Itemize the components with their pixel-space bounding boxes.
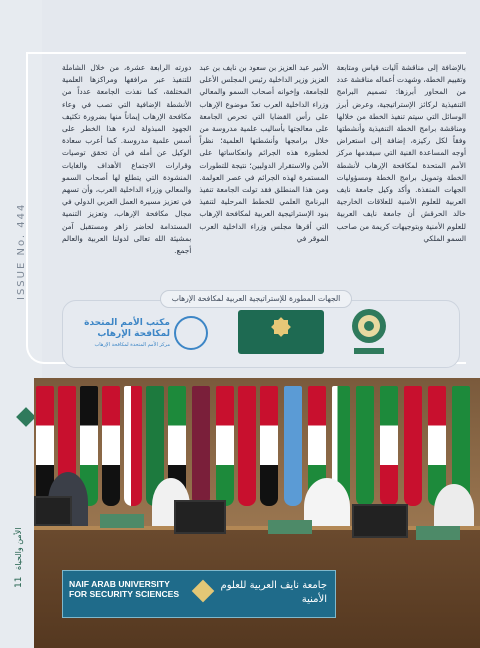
article-paragraph: الأمير عبد العزيز بن سعود بن نايف بن عبد العزيز وزير الداخلية رئيس المجلس الأعلى للجامعة، وإخوانه أصحاب السمو والمعالي وزراء الداخلية العرب تعدّ موضوع الإرهاب على رأس القضايا التي تحرص الجامعة على معالجتها بأساليب علمية مدروسة من خلال برامجها وأنشطتها العلمية؛ نظراً لخطورة هذه الجرائم وانعكاساتها على الأمن والاستقرار الدوليين؛ نتيجة للتطورات المستمرة لهذه الجرائم في عصر العولمة. ومن هذا المنطلق فقد تولت الجامعة تنفيذ البرنامج العلمي للخطط المرحلية لتنفيذ بنود الإستراتيجية العربية لمكافحة الإرهاب التي أقرها مجلس وزراء الداخلية العرب الموقر في	[199, 63, 329, 243]
monitor	[174, 500, 226, 534]
flag-icon	[284, 386, 302, 506]
monitor	[34, 496, 72, 526]
arab-league-logo-icon	[346, 306, 392, 358]
flag-icon	[238, 386, 256, 506]
meeting-photo	[34, 378, 480, 648]
arab-strategy-logo	[238, 310, 324, 354]
flag-icon	[216, 386, 234, 506]
flag-icon	[380, 386, 398, 506]
nameplate	[416, 526, 460, 540]
star-icon	[274, 320, 288, 334]
un-office-name: مكتب الأمم المتحدة لمكافحة الإرهاب	[84, 318, 170, 339]
article-column-right	[337, 62, 466, 280]
banner-arabic-name: جامعة نايف العربية للعلوم الأمنية	[220, 580, 327, 605]
flag-icon	[192, 386, 210, 506]
article-paragraph: دورته الرابعة عشرة، من خلال الشاملة للتنفيذ عبر مرافقها ومراكزها العلمية المختلفة، كما نفذت الجامعة عدداً من الأنشطة الإضافية التي تصب في وعاء مكافحة الإرهاب إيماناً منها بضرورة تكثيف الجهود المبذولة لدرء هذا الخطر على أسس علمية مدروسة. كما أعرب سعادة الوكيل عن أمله في أن تحقق توصيات وقرارات الاجتماع الأهداف والغايات المنشودة التي يتطلع لها أصحاب السمو والمعالي وزراء الداخلية العرب، وأن تسهم في تعزيز مسيرة العمل العربي الدولي في مجال مكافحة الإرهاب، وتعزيز التنمية المستدامة لحاضر زاهر ومستقبل آمن بمشيئة الله تعالى لدولنا العربية والعالم أجمع.	[62, 63, 192, 256]
banner-english-name: NAIF ARAB UNIVERSITY FOR SECURITY SCIENCES	[69, 579, 180, 599]
article-column-left	[62, 62, 191, 280]
logos-title: الجهات المطورة للإستراتيجية العربية لمكافحة الإرهاب	[160, 290, 352, 308]
flag-icon	[102, 386, 120, 506]
article-body	[62, 62, 466, 280]
un-emblem-icon	[174, 316, 208, 350]
university-banner	[62, 570, 336, 618]
article-column-middle	[199, 62, 328, 280]
nameplate	[100, 514, 144, 528]
page-number: 11	[14, 576, 24, 588]
nameplate	[268, 520, 312, 534]
flag-icon	[260, 386, 278, 506]
un-counter-terrorism-logo	[62, 314, 212, 354]
un-center-name: مركز الأمم المتحدة لمكافحة الإرهاب	[94, 342, 170, 348]
issue-number: ISSUE No. 444	[16, 202, 27, 300]
flag-icon	[124, 386, 142, 506]
article-paragraph: بالإضافة إلى مناقشة آليات قياس ومتابعة وتقييم الخطة، وشهدت أعماله مناقشة عدد من المحاور أبرزها: تصميم البرامج التنفيذية لركائز الإستراتيجية، وعرض أبرز الوسائل التي سيتم تنفيذ الخطة من خلالها ومناقشة برامج الخطة التنفيذية وأنشطتها وفقاً لكل ركيزة، إضافة إلى استعراض أوجه المساعدة الفنية التي سيقدمها مركز الأمم المتحدة لمكافحة الإرهاب لأنشطة الخطة وتمويل برامج الخطة ومسؤوليات الجهات المنفذة. وأكد وكيل جامعة نايف العربية للعلوم الأمنية للعلاقات الخارجية خالد الحرقش أن جامعة نايف العربية للعلوم الأمنية وبتوجيهات كريمة من صاحب السمو الملكي	[336, 63, 466, 243]
flag-icon	[356, 386, 374, 506]
flag-icon	[404, 386, 422, 506]
monitor	[352, 504, 408, 538]
magazine-name: الأمن والحياة	[14, 527, 23, 570]
star-icon	[192, 580, 215, 603]
